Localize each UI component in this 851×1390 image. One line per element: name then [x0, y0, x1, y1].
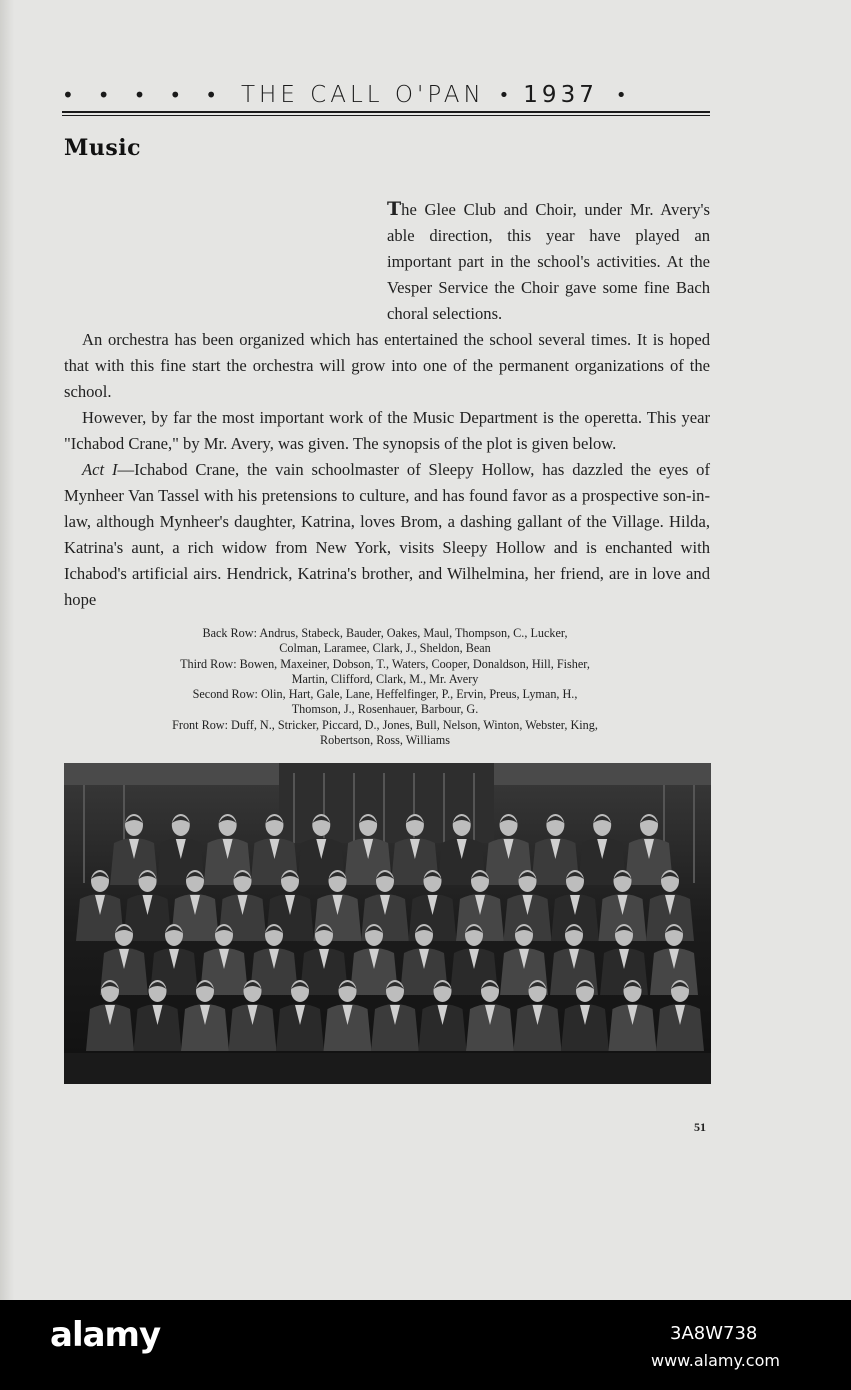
caption-line: Martin, Clifford, Clark, M., Mr. Avery — [291, 671, 479, 686]
paragraph-1 — [64, 196, 710, 327]
publication-year: 1937 — [523, 82, 598, 108]
paragraph-4 — [64, 457, 710, 613]
paragraph-1-text: he Glee Club and Choir, under Mr. Avery's able direction, this year have played an important part in the school's activities. At the Vesper Service the Choir gave some fine Bach choral selections. — [387, 200, 710, 323]
paragraph-4-text: —Ichabod Crane, the vain schoolmaster of Sleepy Hollow, has dazzled the eyes of Mynheer Van Tassel with his pretensions to culture, and has found favor as a prospective son-in-law, although Mynheer's daughter, Katrina, loves Brom, a dashing gallant of the Village. Hilda, Katrina's aunt, a rich widow from New York, visits Sleepy Hollow and is enchanted with Ichabod's artificial airs. Hendrick, Katrina's brother, and Wilhelmina, her friend, are in love and hope — [64, 460, 710, 609]
caption-line: Robertson, Ross, Williams — [320, 733, 450, 748]
running-header — [62, 82, 710, 108]
group-photograph — [64, 763, 711, 1084]
stock-url: www.alamy.com — [651, 1351, 780, 1370]
header-tail-dot: • — [615, 84, 627, 106]
caption-line: Second Row: Olin, Hart, Gale, Lane, Heffelfinger, P., Ervin, Preus, Lyman, H., — [192, 687, 578, 702]
group-photo-image — [64, 763, 711, 1084]
header-separator: • — [498, 84, 510, 106]
header-dot: • — [205, 83, 217, 107]
section-title: Music — [64, 135, 141, 161]
caption-line: Third Row: Bowen, Maxeiner, Dobson, T., Waters, Cooper, Donaldson, Hill, Fisher, — [180, 656, 590, 671]
article-body — [64, 196, 710, 613]
caption-line: Colman, Laramee, Clark, J., Sheldon, Bean — [279, 641, 491, 656]
caption-line: Thomson, J., Rosenhauer, Barbour, G. — [291, 702, 479, 717]
photo-caption — [80, 626, 690, 748]
header-dots — [62, 83, 217, 107]
stock-image-id: 3A8W738 — [670, 1323, 758, 1344]
header-dot: • — [62, 83, 74, 107]
page-number: 51 — [694, 1120, 706, 1134]
header-rule-thick — [62, 111, 710, 113]
paragraph-3: However, by far the most important work of the Music Department is the operetta. This year "Ichabod Crane," by Mr. Avery, was given. The synopsis of the plot is given below. — [64, 408, 710, 453]
header-dot: • — [97, 83, 110, 107]
stock-logo: alamy — [50, 1315, 161, 1355]
header-dot: • — [133, 83, 146, 107]
paragraph-2: An orchestra has been organized which has entertained the school several times. It is hoped that with this fine start the orchestra will grow into one of the permanent organizations of the school. — [64, 330, 710, 401]
caption-line: Back Row: Andrus, Stabeck, Bauder, Oakes, Maul, Thompson, C., Lucker, — [202, 626, 568, 640]
caption-line: Front Row: Duff, N., Stricker, Piccard, D., Jones, Bull, Nelson, Winton, Webster, King, — [172, 717, 598, 732]
header-dot: • — [169, 83, 182, 107]
act-label: Act I — [82, 460, 118, 479]
header-rule-thin — [62, 115, 710, 116]
publication-title: THE CALL O'PAN — [240, 82, 485, 108]
drop-cap: T — [387, 198, 402, 220]
